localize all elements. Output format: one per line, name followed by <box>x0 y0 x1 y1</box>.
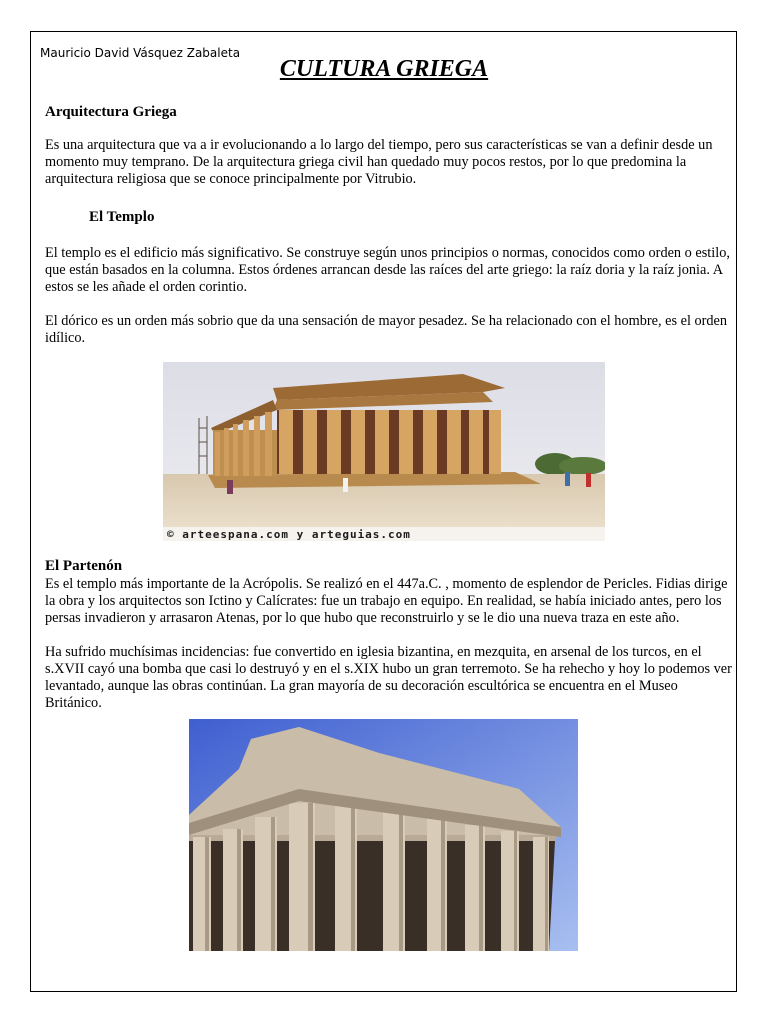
paragraph-arquitectura: Es una arquitectura que va a ir evolucionando a lo largo del tiempo, pero sus características se van a definir desde un momento muy temprano. De la arquitectura griega civil han quedado muy pocos restos, por lo que predomina la arquitectura religiosa que se conoce principalmente por Vitrubio. <box>45 137 713 187</box>
temple-photo <box>163 362 605 541</box>
paragraph-templo-1: El templo es el edificio más significativo. Se construye según unos principios o normas, conocidos como orden o estilo, que están basados en la columna. Estos órdenes arrancan desde las raíces del arte griego: la raíz doria y la raíz jonia. A estos se les añade el orden corintio. <box>45 245 730 295</box>
heading-arquitectura-griega: Arquitectura Griega <box>45 104 177 120</box>
parthenon-photo <box>189 719 578 951</box>
heading-el-templo: El Templo <box>89 209 155 225</box>
photo-watermark: © arteespana.com y arteguias.com <box>167 528 411 541</box>
paragraph-partenon-2: Ha sufrido muchísimas incidencias: fue convertido en iglesia bizantina, en mezquita, en arsenal de los turcos, en el s.XVII cayó una bomba que casi lo destruyó y en el s.XIX hubo un gran terremoto. Se ha rehecho y hoy lo podemos ver levantado, aunque las obras continúan. La gran mayoría de su decoración escultórica se encuentra en el Museo Británico. <box>45 644 732 711</box>
heading-el-partenon: El Partenón <box>45 558 123 574</box>
author-name: Mauricio David Vásquez Zabaleta <box>40 46 241 60</box>
document-title: CULTURA GRIEGA <box>279 56 489 82</box>
paragraph-templo-2: El dórico es un orden más sobrio que da una sensación de mayor pesadez. Se ha relacionado con el hombre, es el orden idílico. <box>45 313 728 346</box>
paragraph-partenon-1: Es el templo más importante de la Acrópolis. Se realizó en el 447a.C. , momento de esplendor de Pericles. Fidias dirige la obra y los arquitectos son Ictino y Calícrates: fue un trabajo en equipo. En realidad, se había iniciado antes, pero los persas invadieron y arrasaron Atenas, por lo que hubo que reconstruirlo y se le dio una nueva traza en este año. <box>45 576 728 626</box>
